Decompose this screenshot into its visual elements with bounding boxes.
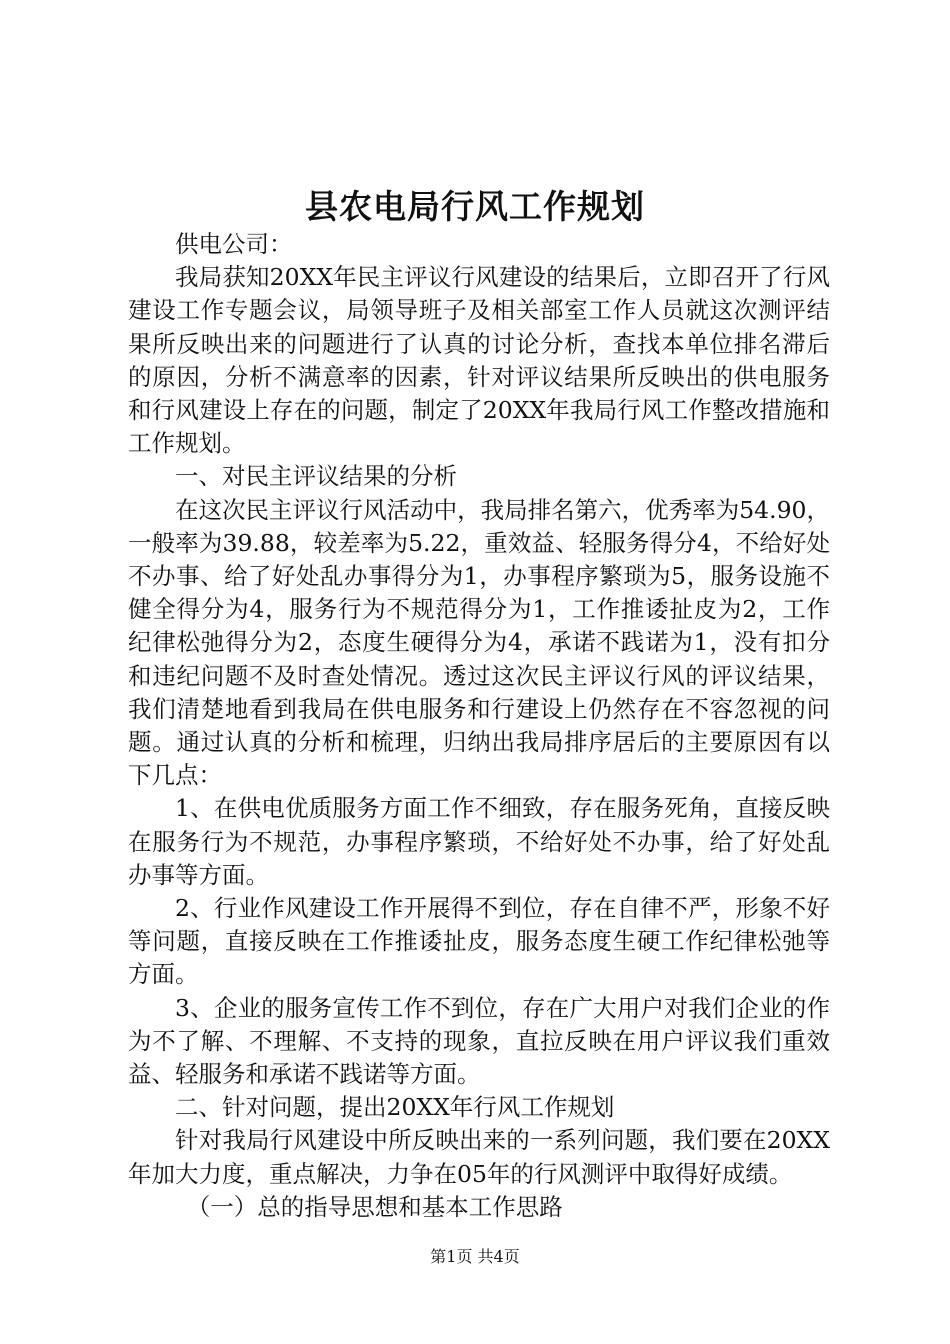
paragraph-plan: 针对我局行风建设中所反映出来的一系列问题，我们要在20XX年加大力度，重点解决，力争在05年的行风测评中取得好成绩。	[128, 1126, 830, 1188]
list-item-2: 2、行业作风建设工作开展得不到位，存在自律不严，形象不好等问题，直接反映在工作推诿扯皮，服务态度生硬工作纪律松弛等方面。	[128, 894, 830, 989]
section-heading-2: 二、针对问题，提出20XX年行风工作规划	[175, 1093, 615, 1122]
paragraph-intro: 我局获知20XX年民主评议行风建设的结果后，立即召开了行风建设工作专题会议，局领导班子及相关部室工作人员就这次测评结果所反映出来的问题进行了认真的讨论分析，查找本单位排名滞后的原因，分析不满意率的因素，针对评议结果所反映出的供电服务和行风建设上存在的问题，制定了20XX年我局行风工作整改措施和工作规划。	[128, 263, 830, 458]
section-heading-1: 一、对民主评议结果的分析	[175, 462, 457, 491]
list-item-3: 3、企业的服务宣传工作不到位，存在广大用户对我们企业的作为不了解、不理解、不支持的现象，直拉反映在用户评议我们重效益、轻服务和承诺不践诺等方面。	[128, 993, 830, 1089]
paragraph-analysis: 在这次民主评议行风活动中，我局排名第六，优秀率为54.90，一般率为39.88，较差率为5.22，重效益、轻服务得分4，不给好处不办事、给了好处乱办事得分为1，办事程序繁琐为5，服务设施不健全得分为4，服务行为不规范得分为1，工作推诿扯皮为2，工作纪律松弛得分为2，态度生硬得分为4，承诺不践诺为1，没有扣分和违纪问题不及时查处情况。透过这次民主评议行风的评议结果，我们清楚地看到我局在供电服务和行建设上仍然存在不容忽视的问题。通过认真的分析和梳理，归纳出我局排序居后的主要原因有以下几点：	[128, 495, 830, 790]
list-item-1: 1、在供电优质服务方面工作不细致，存在服务死角，直接反映在服务行为不规范，办事程序繁琐，不给好处不办事，给了好处乱办事等方面。	[128, 794, 830, 889]
page-footer: 第1页 共4页	[430, 1247, 520, 1266]
document-title: 县农电局行风工作规划	[305, 187, 645, 226]
subsection-heading-1: （一）总的指导思想和基本工作思路	[186, 1192, 563, 1221]
salutation: 供电公司：	[175, 230, 293, 258]
document-body	[128, 228, 830, 1224]
